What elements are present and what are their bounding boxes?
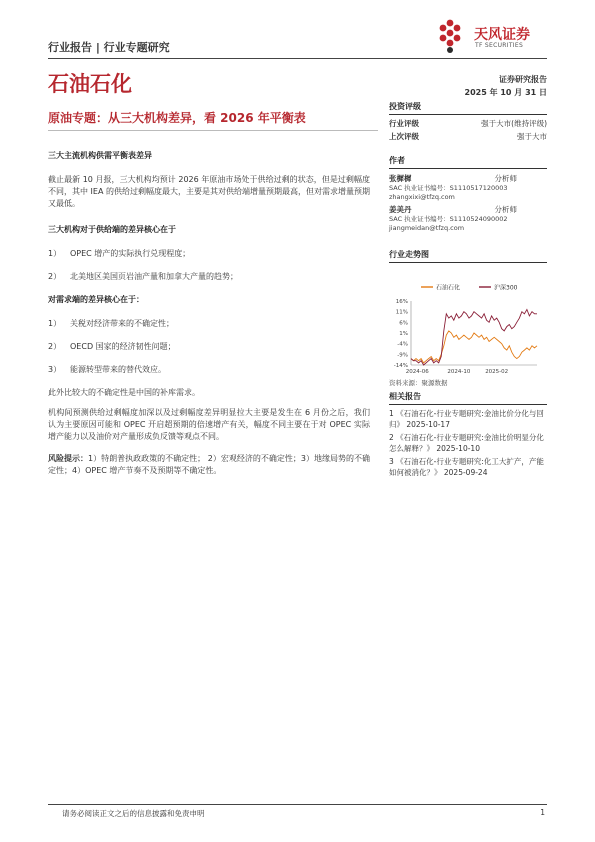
page-number: 1 [540, 808, 545, 817]
report-date: 2025 年 10 月 31 日 [464, 88, 547, 97]
rating-panel [389, 101, 547, 143]
list-item [48, 318, 370, 330]
author-entry [389, 173, 547, 202]
author-email[interactable]: zhangxixi@tfzq.com [389, 193, 455, 201]
main-content [48, 150, 370, 487]
rating-value: 强于大市 [517, 132, 547, 141]
analysis-paragraph: 机构间预测供给过剩幅度加深以及过剩幅度差异明显拉大主要是发生在 6 月份之后，我们认为主要原因可能和 OPEC 开启超预期的倍速增产有关，幅度不同主要在于对 OPEC 实际增产能力以及油价对产量形成负反馈等观点不同。 [48, 408, 370, 441]
list-item [48, 341, 370, 353]
related-report-link[interactable]: 1 《石油石化-行业专题研究:金油比价分化与回归》 2025-10-17 [389, 409, 544, 429]
legend-label: 沪深300 [494, 284, 518, 292]
author-name: 张樨樨 [389, 174, 412, 183]
author-panel [389, 155, 547, 233]
title-divider [48, 130, 378, 131]
rating-heading: 投资评级 [389, 101, 547, 115]
list-item [48, 364, 370, 376]
logo-subtext: TF SECURITIES [475, 42, 524, 49]
x-tick-label: 2024-10 [447, 369, 471, 375]
list-number: 2） [48, 342, 62, 351]
y-tick-label: -14% [393, 363, 408, 369]
section-heading: 三大机构对于供给端的差异核心在于 [48, 225, 176, 234]
author-role: 分析师 [494, 174, 517, 183]
risk-text: 1）特朗普执政政策的不确定性； 2）宏观经济的不确定性；3）地缘局势的不确定性；4）OPEC 增产节奏不及预期等不确定性。 [48, 454, 371, 475]
logo-text: 天风证券 [474, 27, 530, 43]
footer-divider [48, 804, 547, 805]
author-role: 分析师 [494, 205, 517, 214]
y-tick-label: 11% [395, 309, 408, 316]
footer-disclaimer: 请务必阅读正文之后的信息披露和免责申明 [62, 809, 205, 818]
header-divider [48, 58, 547, 59]
x-tick-label: 2025-02 [485, 369, 509, 375]
series-line [411, 331, 537, 363]
list-number: 1） [48, 249, 62, 258]
list-item [48, 248, 370, 260]
author-entry [389, 204, 547, 233]
list-text: 能源转型带来的替代效应。 [70, 365, 166, 374]
author-name: 姜美丹 [389, 205, 412, 214]
y-tick-label: 1% [399, 331, 408, 337]
author-sac: SAC 执业证书编号：S1110517120003 [389, 184, 508, 192]
summary-paragraph: 截止最新 10 月报，三大机构均预计 2026 年原油市场处于供给过剩的状态，但是过剩幅度不同，其中 IEA 的供给过剩幅度最大，主要是其对供给端增量预期最高，但对需求增量预期又最低。 [48, 175, 370, 208]
report-category: 行业报告 | 行业专题研究 [48, 41, 170, 54]
author-email[interactable]: jiangmeidan@tfzq.com [389, 224, 465, 232]
author-sac: SAC 执业证书编号：S1110524090002 [389, 215, 508, 223]
company-logo [437, 18, 547, 54]
y-tick-label: -4% [397, 341, 408, 348]
related-report-link[interactable]: 3 《石油石化-行业专题研究:化工大扩产，产能如何被消化？》 2025-09-24 [389, 457, 544, 477]
list-text: 北美地区美国页岩油产量和加拿大产量的趋势； [70, 272, 238, 281]
section-heading: 三大主流机构供需平衡表差异 [48, 151, 152, 160]
report-title: 原油专题：从三大机构差异，看 2026 年平衡表 [48, 111, 306, 125]
list-item [48, 271, 370, 283]
list-text: OECD 国家的经济韧性问题； [70, 342, 176, 351]
related-panel [389, 391, 547, 480]
author-heading: 作者 [389, 155, 547, 169]
rating-key: 行业评级 [389, 119, 419, 128]
rating-value: 强于大市(维持评级) [481, 119, 547, 128]
legend-label: 石油石化 [436, 284, 461, 292]
list-number: 1） [48, 319, 62, 328]
related-heading: 相关报告 [389, 391, 547, 405]
list-text: OPEC 增产的实际执行兑现程度； [70, 249, 191, 258]
rating-row [389, 117, 547, 130]
rating-key: 上次评级 [389, 132, 419, 141]
related-report-link[interactable]: 2 《石油石化-行业专题研究:金油比价明显分化怎么解释？》 2025-10-10 [389, 433, 544, 453]
y-tick-label: 16% [395, 299, 408, 305]
note-paragraph: 此外比较大的不确定性是中国的补库需求。 [48, 388, 200, 397]
rating-row [389, 130, 547, 143]
logo-mark-icon [437, 18, 471, 54]
chart-heading: 行业走势图 [389, 249, 547, 263]
y-tick-label: -9% [397, 352, 408, 359]
list-number: 2） [48, 272, 62, 281]
document-type: 证券研究报告 [499, 75, 547, 84]
section-heading: 对需求端的差异核心在于： [48, 295, 144, 304]
trend-chart [389, 265, 547, 375]
sector-title: 石油石化 [48, 72, 132, 96]
y-tick-label: 6% [399, 320, 408, 327]
chart-source: 资料来源：聚源数据 [389, 379, 448, 387]
risk-label: 风险提示： [48, 454, 89, 463]
list-number: 3） [48, 365, 62, 374]
series-line [411, 310, 537, 366]
x-tick-label: 2024-06 [405, 369, 429, 375]
risk-paragraph [48, 453, 370, 477]
list-text: 关税对经济带来的不确定性； [70, 319, 174, 328]
trend-chart-panel [389, 249, 547, 388]
